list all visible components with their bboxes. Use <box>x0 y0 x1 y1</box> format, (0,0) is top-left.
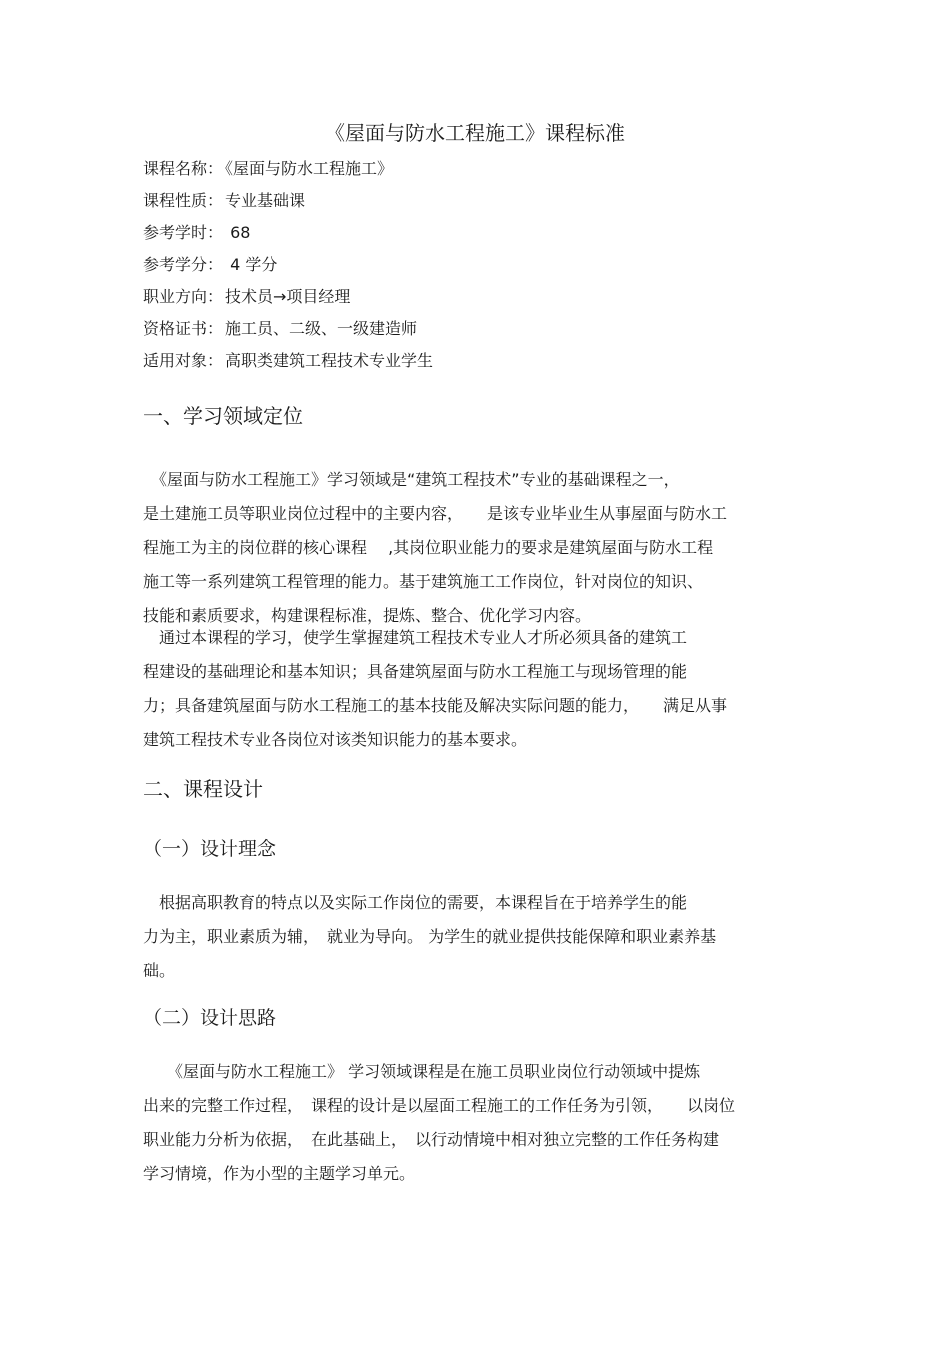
meta-value: 高职类建筑工程技术专业学生 <box>225 351 434 370</box>
paragraph-line: 通过本课程的学习，使学生掌握建筑工程技术专业人才所必须具备的建筑工 <box>143 628 688 647</box>
paragraph-line: 础。 <box>143 961 176 980</box>
paragraph-line: 技能和素质要求，构建课程标准，提炼、整合、优化学习内容。 <box>143 606 592 625</box>
paragraph-line: 建筑工程技术专业各岗位对该类知识能力的基本要求。 <box>143 730 528 749</box>
paragraph-line: 《屋面与防水工程施工》 学习领域课程是在施工员职业岗位行动领域中提炼 <box>143 1062 701 1081</box>
paragraph-line: 根据高职教育的特点以及实际工作岗位的需要，本课程旨在于培养学生的能 <box>143 893 688 912</box>
meta-reference-hours <box>143 217 803 249</box>
paragraph-line: 程施工为主的岗位群的核心课程 ,其岗位职业能力的要求是建筑屋面与防水工程 <box>143 538 714 557</box>
meta-reference-credits <box>143 249 803 281</box>
meta-course-nature <box>143 185 803 217</box>
meta-label: 参考学分： <box>143 255 224 274</box>
subsection-heading-approach: （二）设计思路 <box>143 1007 277 1029</box>
meta-career-direction <box>143 281 803 313</box>
paragraph-line: 施工等一系列建筑工程管理的能力。基于建筑施工工作岗位，针对岗位的知识、 <box>143 572 704 591</box>
subsection-heading-concept: （一）设计理念 <box>143 838 277 860</box>
paragraph-line: 程建设的基础理论和基本知识；具备建筑屋面与防水工程施工与现场管理的能 <box>143 662 688 681</box>
paragraph-concept <box>143 886 823 988</box>
section-heading-positioning: 一、学习领域定位 <box>143 404 303 428</box>
paragraph-line: 出来的完整工作过程， 课程的设计是以屋面工程施工的工作任务为引领， 以岗位 <box>143 1096 736 1115</box>
meta-value: 4 学分 <box>225 255 278 274</box>
meta-value: 专业基础课 <box>225 191 306 210</box>
meta-label: 职业方向： <box>143 287 224 306</box>
paragraph-line: 学习情境，作为小型的主题学习单元。 <box>143 1164 416 1183</box>
paragraph-line: 《屋面与防水工程施工》学习领域是“建筑工程技术”专业的基础课程之一， <box>143 470 680 489</box>
paragraph-line: 力；具备建筑屋面与防水工程施工的基本技能及解决实际问题的能力， 满足从事 <box>143 696 728 715</box>
paragraph-approach <box>143 1055 823 1191</box>
meta-target-audience <box>143 345 803 377</box>
meta-value: 施工员、二级、一级建造师 <box>225 319 418 338</box>
meta-value: 《屋面与防水工程施工》 <box>225 159 394 178</box>
paragraph-line: 力为主，职业素质为辅， 就业为导向。 为学生的就业提供技能保障和职业素养基 <box>143 927 717 946</box>
meta-value: 68 <box>225 223 251 242</box>
meta-label: 资格证书： <box>143 319 224 338</box>
paragraph-line: 职业能力分析为依据， 在此基础上， 以行动情境中相对独立完整的工作任务构建 <box>143 1130 720 1149</box>
meta-label: 适用对象： <box>143 351 224 370</box>
paragraph-line: 是土建施工员等职业岗位过程中的主要内容， 是该专业毕业生从事屋面与防水工 <box>143 504 728 523</box>
meta-label: 课程性质： <box>143 191 224 210</box>
course-meta-list <box>143 153 803 377</box>
meta-label: 课程名称： <box>143 159 224 178</box>
paragraph-positioning <box>143 463 823 633</box>
section-heading-design: 二、课程设计 <box>143 777 263 801</box>
meta-value: 技术员→项目经理 <box>225 287 351 306</box>
meta-certificates <box>143 313 803 345</box>
meta-label: 参考学时： <box>143 223 224 242</box>
paragraph-objectives <box>143 621 823 757</box>
document-title: 《屋面与防水工程施工》课程标准 <box>325 121 625 145</box>
meta-course-name <box>143 153 803 185</box>
